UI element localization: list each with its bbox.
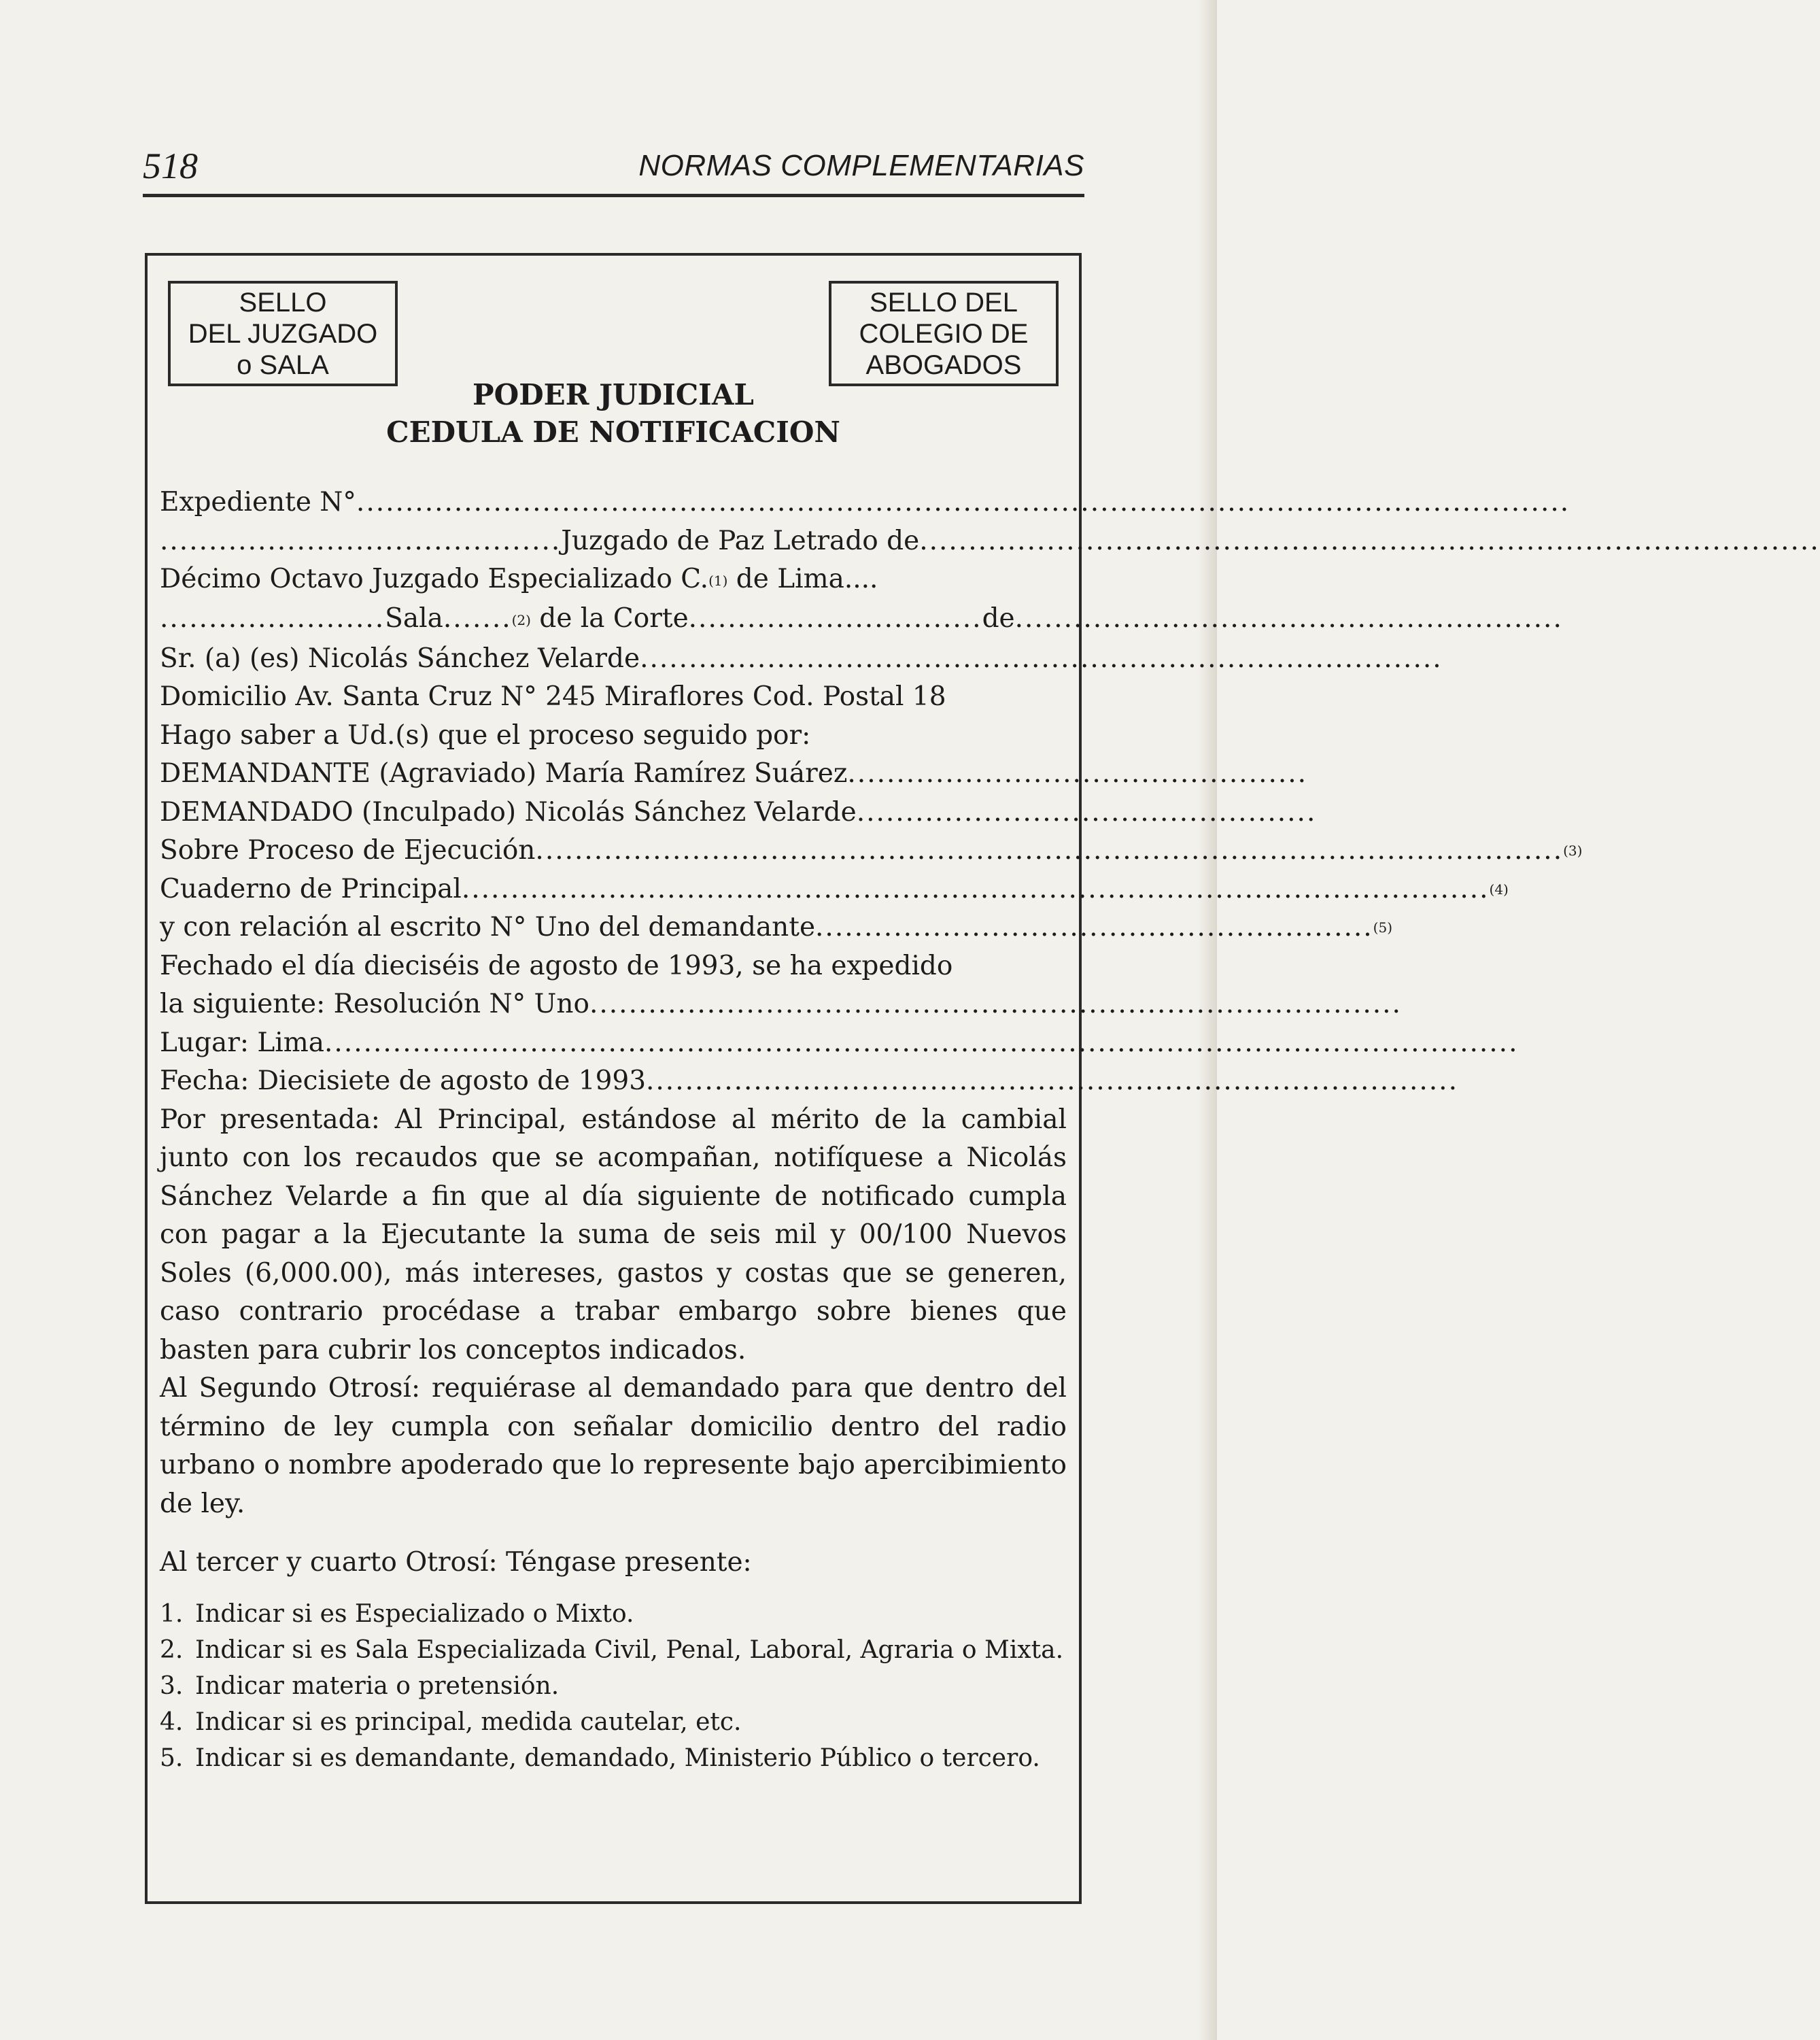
dot-leader: .........................................................................................................: [461, 873, 1490, 904]
note-marker: (4): [1489, 881, 1509, 898]
note-marker: (3): [1563, 843, 1583, 859]
field-juzgado-paz: ......................................... Juzgado de Paz Letrado de ............................................................................................: [160, 522, 1067, 561]
stamp-line: o SALA: [237, 350, 329, 380]
footnote-item: 5. Indicar si es demandante, demandado, Ministerio Público o tercero.: [160, 1744, 1040, 1772]
stamp-line: SELLO: [239, 287, 327, 318]
form-heading-judicial: PODER JUDICIAL: [473, 378, 754, 411]
field-resolucion: la siguiente: Resolución N° Uno ...................................................................................: [160, 985, 1067, 1024]
field-lugar: Lugar: Lima ..........................................................................................................................: [160, 1024, 1067, 1063]
field-relacion: y con relación al escrito N° Uno del demandante ......................................................... (5): [160, 908, 1067, 947]
field-sala: ....................... Sala.......(2) de la Corte .............................. de ........................................................: [160, 600, 1067, 639]
dot-leader: ............................................................................................: [919, 525, 1820, 556]
field-hago-saber: Hago saber a Ud.(s) que el proceso seguido por:: [160, 719, 811, 751]
footnote-list: [160, 1596, 1067, 1776]
footnote-item: 1. Indicar si es Especializado o Mixto.: [160, 1599, 634, 1628]
dot-leader: .........................................................: [815, 912, 1373, 942]
dot-leader: ............................................................................................................................: [356, 487, 1570, 517]
footnote-item: 3. Indicar materia o pretensión.: [160, 1671, 560, 1700]
dot-leader: .........................................................................................................: [535, 835, 1564, 866]
field-demandante: DEMANDANTE (Agraviado) María Ramírez Suárez ...............................................: [160, 755, 1067, 794]
paragraph-segundo-otrosi: Al Segundo Otrosí: requiérase al demandado para que dentro del término de ley cumpla con señalar domicilio dentro del radio urbano o nombre apoderado que lo represente bajo apercibimiento de ley.: [160, 1373, 1067, 1519]
field-demandado: DEMANDADO (Inculpado) Nicolás Sánchez Velarde ...............................................: [160, 794, 1067, 832]
field-domicilio: Domicilio Av. Santa Cruz N° 245 Miraflores Cod. Postal 18: [160, 681, 946, 712]
form-heading-title: CEDULA DE NOTIFICACION: [386, 415, 840, 449]
dot-leader: ..........................................................................................................................: [324, 1027, 1519, 1058]
page-number: 518: [143, 146, 198, 186]
dot-leader: ...............................................: [856, 796, 1317, 828]
note-marker: (1): [708, 572, 728, 589]
bar-association-stamp-box: [829, 281, 1059, 386]
paragraph-presentada: Por presentada: Al Principal, estándose al mérito de la cambial junto con los recaudos que se acompañan, notifíquese a Nicolás Sánchez Velarde a fin que al día siguiente de notificado cumpla con pagar a la Ejecutante la suma de seis mil y 00/100 Nuevos Soles (6,000.00), más intereses, gastos y costas que se generen, caso contrario procédase a trabar embargo sobre bienes que basten para cubrir los conceptos indicados.: [160, 1104, 1067, 1365]
dot-leader: ...................................................................................: [646, 1066, 1458, 1096]
field-sobre: Sobre Proceso de Ejecución ......................................................................................................... (3): [160, 832, 1067, 870]
field-fecha: Fecha: Diecisiete de agosto de 1993 ...................................................................................: [160, 1062, 1067, 1101]
dot-leader: ..................................................................................: [640, 643, 1443, 674]
dot-leader: ..............................: [688, 603, 982, 634]
field-fechado: Fechado el día dieciséis de agosto de 1993, se ha expedido: [160, 950, 953, 981]
section-title: NORMAS COMPLEMENTARIAS: [638, 149, 1084, 182]
dot-leader: .......................: [160, 603, 385, 634]
note-marker: (2): [511, 612, 531, 628]
page-header: [143, 139, 1084, 197]
form-body: [160, 483, 1820, 1776]
footnote-item: 2. Indicar si es Sala Especializada Civil, Penal, Laboral, Agraria o Mixta.: [160, 1635, 1064, 1664]
field-decimo-juzgado: Décimo Octavo Juzgado Especializado C.(1) de Lima....: [160, 564, 878, 594]
stamp-line: SELLO DEL: [870, 287, 1018, 318]
stamp-line: ABOGADOS: [865, 350, 1022, 380]
court-stamp-box: [168, 281, 398, 386]
dot-leader: .........................................: [160, 525, 562, 556]
footnote-item: 4. Indicar si es principal, medida cautelar, etc.: [160, 1707, 742, 1736]
field-destinatario: Sr. (a) (es) Nicolás Sánchez Velarde ..................................................................................: [160, 640, 1067, 679]
notification-form: [145, 253, 1820, 1904]
dot-leader: ........................................................: [1014, 603, 1563, 634]
field-expediente: Expediente N° ............................................................................................................................: [160, 483, 1067, 522]
stamp-line: DEL JUZGADO: [188, 318, 378, 349]
dot-leader: ...................................................................................: [589, 989, 1402, 1019]
dot-leader: ...............................................: [847, 758, 1308, 789]
paragraph-tercer-otrosi: Al tercer y cuarto Otrosí: Téngase presente:: [160, 1547, 752, 1578]
stamp-line: COLEGIO DE: [859, 318, 1029, 349]
field-cuaderno: Cuaderno de Principal ......................................................................................................... (4): [160, 870, 1067, 909]
note-marker: (5): [1373, 919, 1393, 936]
